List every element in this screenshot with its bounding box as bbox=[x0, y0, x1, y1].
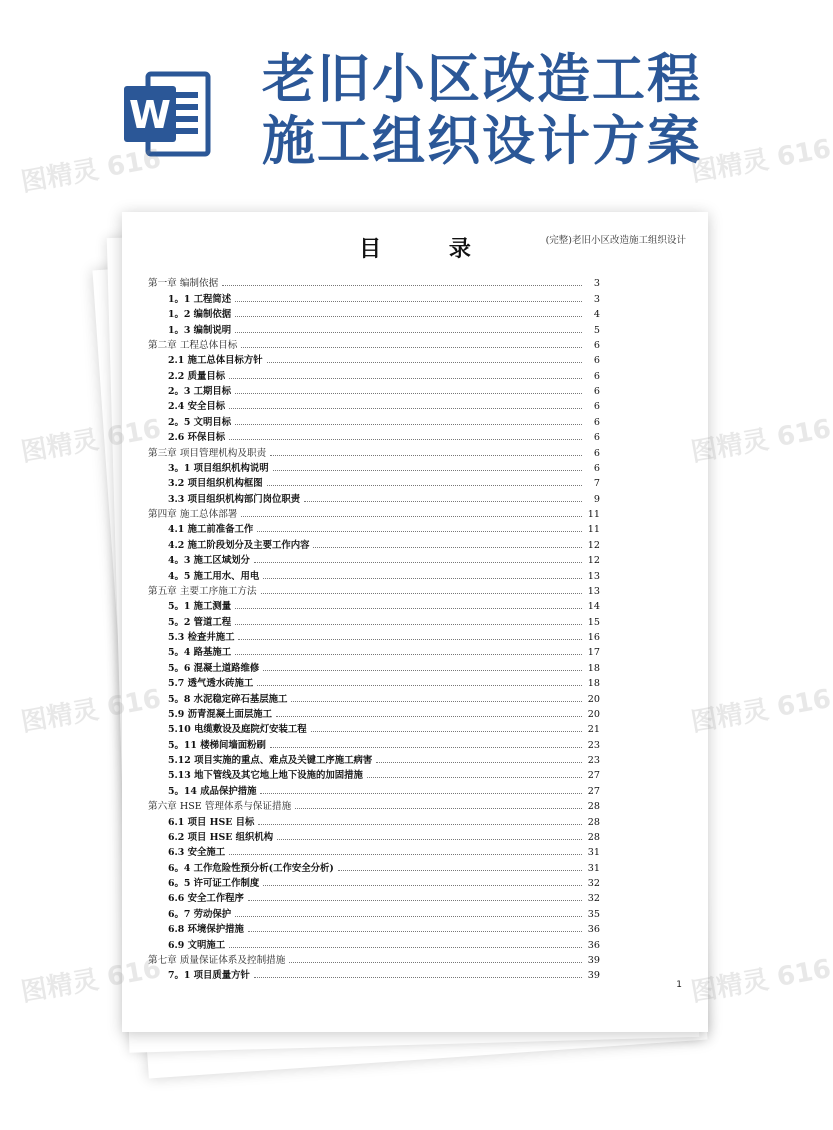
toc-entry-label: 5.12 项目实施的重点、难点及关键工序施工病害 bbox=[168, 755, 373, 766]
toc-entry-label: 5.7 透气透水砖施工 bbox=[168, 678, 254, 690]
toc-entry-page: 23 bbox=[587, 755, 600, 766]
toc-leader-dots bbox=[376, 762, 582, 763]
toc-entry-page: 18 bbox=[587, 678, 600, 690]
toc-section-row[interactable] bbox=[148, 674, 600, 689]
toc-leader-dots bbox=[229, 854, 582, 855]
toc-section-row[interactable] bbox=[148, 597, 600, 612]
toc-entry-page: 36 bbox=[587, 939, 600, 951]
toc-leader-dots bbox=[248, 900, 582, 901]
toc-entry-page: 17 bbox=[587, 647, 600, 659]
toc-entry-label: 1。1 工程简述 bbox=[168, 293, 232, 305]
toc-leader-dots bbox=[267, 362, 582, 363]
toc-section-row[interactable] bbox=[148, 305, 600, 320]
toc-leader-dots bbox=[235, 424, 582, 425]
toc-section-row[interactable] bbox=[148, 520, 600, 535]
toc-chapter-row[interactable] bbox=[148, 443, 600, 458]
toc-entry-page: 12 bbox=[587, 555, 600, 567]
toc-entry-label: 第七章 质量保证体系及控制措施 bbox=[148, 954, 286, 966]
toc-entry-label: 第六章 HSE 管理体系与保证措施 bbox=[148, 801, 292, 813]
toc-chapter-row[interactable] bbox=[148, 274, 600, 289]
toc-entry-page: 3 bbox=[593, 278, 600, 290]
toc-entry-page: 4 bbox=[593, 309, 600, 321]
toc-entry-page: 18 bbox=[587, 662, 600, 674]
toc-leader-dots bbox=[338, 870, 582, 871]
toc-entry-label: 2.6 环保目标 bbox=[168, 432, 226, 444]
toc-leader-dots bbox=[263, 670, 582, 671]
toc-entry-label: 4.2 施工阶段划分及主要工作内容 bbox=[168, 539, 310, 551]
toc-leader-dots bbox=[235, 316, 582, 317]
toc-leader-dots bbox=[267, 485, 582, 486]
toc-chapter-row[interactable] bbox=[148, 582, 600, 597]
word-document-icon bbox=[118, 66, 214, 162]
toc-entry-label: 5.3 检查井施工 bbox=[168, 632, 235, 643]
toc-entry-label: 1。2 编制依据 bbox=[168, 309, 232, 321]
toc-section-row[interactable] bbox=[148, 612, 600, 627]
toc-section-row[interactable] bbox=[148, 320, 600, 335]
watermark: 图精灵 616 bbox=[18, 413, 164, 469]
toc-entry-page: 11 bbox=[587, 524, 600, 536]
toc-entry-page: 3 bbox=[593, 293, 600, 305]
toc-section-row[interactable] bbox=[148, 658, 600, 673]
toc-entry-label: 5.10 电缆敷设及庭院灯安装工程 bbox=[168, 724, 307, 736]
toc-entry-label: 6.9 文明施工 bbox=[168, 939, 226, 951]
toc-section-row[interactable] bbox=[148, 766, 600, 781]
toc-entry-page: 27 bbox=[587, 770, 600, 782]
toc-entry-page: 28 bbox=[587, 831, 600, 843]
toc-section-row[interactable] bbox=[148, 812, 600, 827]
toc-leader-dots bbox=[241, 347, 582, 348]
toc-leader-dots bbox=[235, 608, 582, 609]
toc-entry-page: 13 bbox=[587, 570, 600, 582]
toc-leader-dots bbox=[235, 332, 582, 333]
toc-chapter-row[interactable] bbox=[148, 336, 600, 351]
toc-leader-dots bbox=[235, 301, 582, 302]
word-icon-letter: W bbox=[129, 93, 171, 137]
title-block bbox=[262, 48, 792, 172]
toc-leader-dots bbox=[254, 977, 582, 978]
toc-section-row[interactable] bbox=[148, 843, 600, 858]
toc-entry-page: 7 bbox=[593, 478, 600, 490]
toc-entry-label: 6.6 安全工作程序 bbox=[168, 893, 244, 905]
toc-leader-dots bbox=[235, 916, 582, 917]
toc-section-row[interactable] bbox=[148, 382, 600, 397]
toc-leader-dots bbox=[263, 885, 582, 886]
toc-section-row[interactable] bbox=[148, 858, 600, 873]
toc-entry-label: 2.1 施工总体目标方针 bbox=[168, 355, 263, 367]
toc-leader-dots bbox=[270, 747, 582, 748]
toc-entry-label: 4。3 施工区域划分 bbox=[168, 555, 250, 567]
toc-entry-page: 27 bbox=[587, 785, 600, 797]
toc-section-row[interactable] bbox=[148, 705, 600, 720]
watermark: 图精灵 616 bbox=[18, 683, 164, 739]
toc-leader-dots bbox=[313, 547, 582, 548]
toc-entry-page: 28 bbox=[587, 816, 600, 828]
toc-entry-page: 6 bbox=[593, 462, 600, 474]
toc-leader-dots bbox=[238, 639, 582, 640]
toc-leader-dots bbox=[235, 654, 582, 655]
toc-entry-label: 2.4 安全目标 bbox=[168, 401, 226, 413]
toc-leader-dots bbox=[277, 839, 582, 840]
toc-entry-page: 6 bbox=[593, 401, 600, 413]
toc-section-row[interactable] bbox=[148, 566, 600, 581]
toc-title: 目 录 bbox=[359, 236, 501, 262]
title-line-2: 施工组织设计方案 bbox=[262, 110, 702, 172]
watermark: 图精灵 616 bbox=[688, 133, 833, 189]
toc-entry-page: 28 bbox=[587, 801, 600, 813]
toc-section-row[interactable] bbox=[148, 828, 600, 843]
toc-leader-dots bbox=[304, 501, 582, 502]
toc-entry-label: 2。5 文明目标 bbox=[168, 416, 232, 428]
toc-entry-page: 6 bbox=[593, 370, 600, 382]
toc-section-row[interactable] bbox=[148, 551, 600, 566]
watermark: 图精灵 616 bbox=[688, 683, 833, 739]
toc-entry-page: 31 bbox=[587, 847, 600, 859]
toc-entry-page: 6 bbox=[593, 432, 600, 444]
toc-leader-dots bbox=[261, 593, 582, 594]
toc-entry-label: 5。2 管道工程 bbox=[168, 616, 232, 628]
toc-entry-label: 4.1 施工前准备工作 bbox=[168, 524, 254, 536]
toc-entry-label: 6。7 劳动保护 bbox=[168, 908, 232, 920]
toc-entry-page: 11 bbox=[587, 509, 600, 520]
toc-leader-dots bbox=[291, 701, 582, 702]
toc-entry-label: 第四章 施工总体部署 bbox=[148, 509, 238, 520]
toc-leader-dots bbox=[254, 562, 582, 563]
toc-entry-label: 6.3 安全施工 bbox=[168, 847, 226, 859]
toc-entry-label: 5.9 沥青混凝土面层施工 bbox=[168, 708, 272, 720]
toc-entry-page: 32 bbox=[587, 878, 600, 889]
toc-section-row[interactable] bbox=[148, 289, 600, 304]
toc-leader-dots bbox=[235, 624, 582, 625]
toc-entry-page: 6 bbox=[593, 447, 600, 459]
toc-entry-label: 3.2 项目组织机构框图 bbox=[168, 478, 263, 490]
toc-section-row[interactable] bbox=[148, 904, 600, 919]
toc-entry-label: 2。3 工期目标 bbox=[168, 386, 232, 397]
toc-leader-dots bbox=[270, 455, 582, 456]
toc-leader-dots bbox=[229, 947, 582, 948]
toc-entry-page: 6 bbox=[593, 386, 600, 397]
document-page bbox=[122, 212, 708, 1032]
toc-chapter-row[interactable] bbox=[148, 797, 600, 812]
toc-entry-label: 第二章 工程总体目标 bbox=[148, 339, 238, 351]
toc-entry-label: 5。8 水泥稳定碎石基层施工 bbox=[168, 693, 288, 705]
toc-entry-page: 6 bbox=[593, 339, 600, 351]
watermark: 图精灵 616 bbox=[18, 143, 164, 199]
toc-section-row[interactable] bbox=[148, 366, 600, 381]
toc-leader-dots bbox=[311, 731, 582, 732]
toc-entry-page: 15 bbox=[587, 616, 600, 628]
toc-entry-page: 16 bbox=[587, 632, 600, 643]
toc-leader-dots bbox=[248, 931, 582, 932]
toc-entry-page: 36 bbox=[587, 924, 600, 936]
toc-entry-label: 1。3 编制说明 bbox=[168, 324, 232, 336]
toc-section-row[interactable] bbox=[148, 874, 600, 889]
toc-leader-dots bbox=[229, 439, 582, 440]
toc-entry-label: 5。14 成品保护措施 bbox=[168, 785, 257, 797]
watermark: 图精灵 616 bbox=[18, 953, 164, 1009]
toc-leader-dots bbox=[235, 393, 582, 394]
toc-entry-page: 32 bbox=[587, 893, 600, 905]
toc-section-row[interactable] bbox=[148, 966, 600, 981]
toc-entry-page: 5 bbox=[593, 324, 600, 336]
toc-entry-label: 2.2 质量目标 bbox=[168, 370, 226, 382]
toc-section-row[interactable] bbox=[148, 628, 600, 643]
toc-entry-page: 9 bbox=[593, 493, 600, 505]
toc-entry-label: 7。1 项目质量方针 bbox=[168, 970, 250, 982]
toc-section-row[interactable] bbox=[148, 751, 600, 766]
table-of-contents bbox=[148, 274, 600, 981]
toc-entry-label: 6.1 项目 HSE 目标 bbox=[168, 816, 255, 828]
toc-section-row[interactable] bbox=[148, 735, 600, 750]
toc-section-row[interactable] bbox=[148, 643, 600, 658]
toc-entry-label: 4。5 施工用水、用电 bbox=[168, 570, 260, 582]
toc-leader-dots bbox=[229, 378, 582, 379]
toc-entry-label: 第一章 编制依据 bbox=[148, 278, 219, 290]
toc-entry-page: 20 bbox=[587, 693, 600, 705]
toc-leader-dots bbox=[295, 808, 582, 809]
toc-entry-page: 13 bbox=[587, 585, 600, 597]
toc-entry-page: 6 bbox=[593, 416, 600, 428]
toc-entry-label: 第五章 主要工序施工方法 bbox=[148, 585, 257, 597]
toc-entry-page: 6 bbox=[593, 355, 600, 367]
toc-entry-label: 6。5 许可证工作制度 bbox=[168, 878, 260, 889]
toc-leader-dots bbox=[258, 824, 582, 825]
watermark: 图精灵 616 bbox=[688, 953, 833, 1009]
toc-entry-label: 5.13 地下管线及其它地上地下设施的加固措施 bbox=[168, 770, 363, 782]
toc-section-row[interactable] bbox=[148, 535, 600, 550]
toc-section-row[interactable] bbox=[148, 489, 600, 504]
toc-section-row[interactable] bbox=[148, 474, 600, 489]
toc-section-row[interactable] bbox=[148, 459, 600, 474]
toc-leader-dots bbox=[257, 531, 582, 532]
title-line-1: 老旧小区改造工程 bbox=[262, 48, 702, 110]
toc-section-row[interactable] bbox=[148, 781, 600, 796]
watermark: 图精灵 616 bbox=[688, 413, 833, 469]
toc-leader-dots bbox=[260, 793, 582, 794]
toc-leader-dots bbox=[276, 716, 582, 717]
toc-leader-dots bbox=[263, 578, 582, 579]
toc-leader-dots bbox=[257, 685, 582, 686]
toc-section-row[interactable] bbox=[148, 689, 600, 704]
toc-entry-page: 31 bbox=[587, 862, 600, 874]
toc-entry-label: 3.3 项目组织机构部门岗位职责 bbox=[168, 493, 301, 505]
toc-entry-page: 14 bbox=[587, 601, 600, 613]
toc-section-row[interactable] bbox=[148, 920, 600, 935]
toc-leader-dots bbox=[289, 962, 582, 963]
toc-entry-label: 6.8 环境保护措施 bbox=[168, 924, 244, 936]
toc-entry-page: 39 bbox=[587, 970, 600, 982]
toc-section-row[interactable] bbox=[148, 412, 600, 427]
toc-entry-label: 第三章 项目管理机构及职责 bbox=[148, 447, 267, 459]
toc-entry-label: 6.2 项目 HSE 组织机构 bbox=[168, 831, 274, 843]
toc-section-row[interactable] bbox=[148, 351, 600, 366]
toc-entry-label: 5。11 楼梯间墙面粉刷 bbox=[168, 739, 266, 751]
toc-section-row[interactable] bbox=[148, 935, 600, 950]
toc-section-row[interactable] bbox=[148, 889, 600, 904]
toc-entry-page: 21 bbox=[587, 724, 600, 736]
toc-entry-label: 6。4 工作危险性预分析(工作安全分析) bbox=[168, 862, 334, 874]
toc-section-row[interactable] bbox=[148, 720, 600, 735]
toc-section-row[interactable] bbox=[148, 428, 600, 443]
running-header: (完整)老旧小区改造施工组织设计 bbox=[545, 235, 686, 246]
toc-entry-page: 39 bbox=[587, 954, 600, 966]
toc-leader-dots bbox=[222, 285, 582, 286]
toc-entry-page: 35 bbox=[587, 908, 600, 920]
toc-entry-label: 5。1 施工测量 bbox=[168, 601, 232, 613]
toc-chapter-row[interactable] bbox=[148, 951, 600, 966]
toc-entry-page: 12 bbox=[587, 539, 600, 551]
page-number: 1 bbox=[676, 980, 682, 990]
toc-entry-page: 20 bbox=[587, 708, 600, 720]
toc-entry-label: 5。4 路基施工 bbox=[168, 647, 232, 659]
toc-section-row[interactable] bbox=[148, 397, 600, 412]
toc-entry-label: 5。6 混凝土道路维修 bbox=[168, 662, 260, 674]
toc-leader-dots bbox=[367, 777, 582, 778]
toc-entry-label: 3。1 项目组织机构说明 bbox=[168, 462, 269, 474]
toc-leader-dots bbox=[229, 408, 582, 409]
toc-entry-page: 23 bbox=[587, 739, 600, 751]
toc-chapter-row[interactable] bbox=[148, 505, 600, 520]
toc-leader-dots bbox=[273, 470, 582, 471]
toc-leader-dots bbox=[241, 516, 582, 517]
